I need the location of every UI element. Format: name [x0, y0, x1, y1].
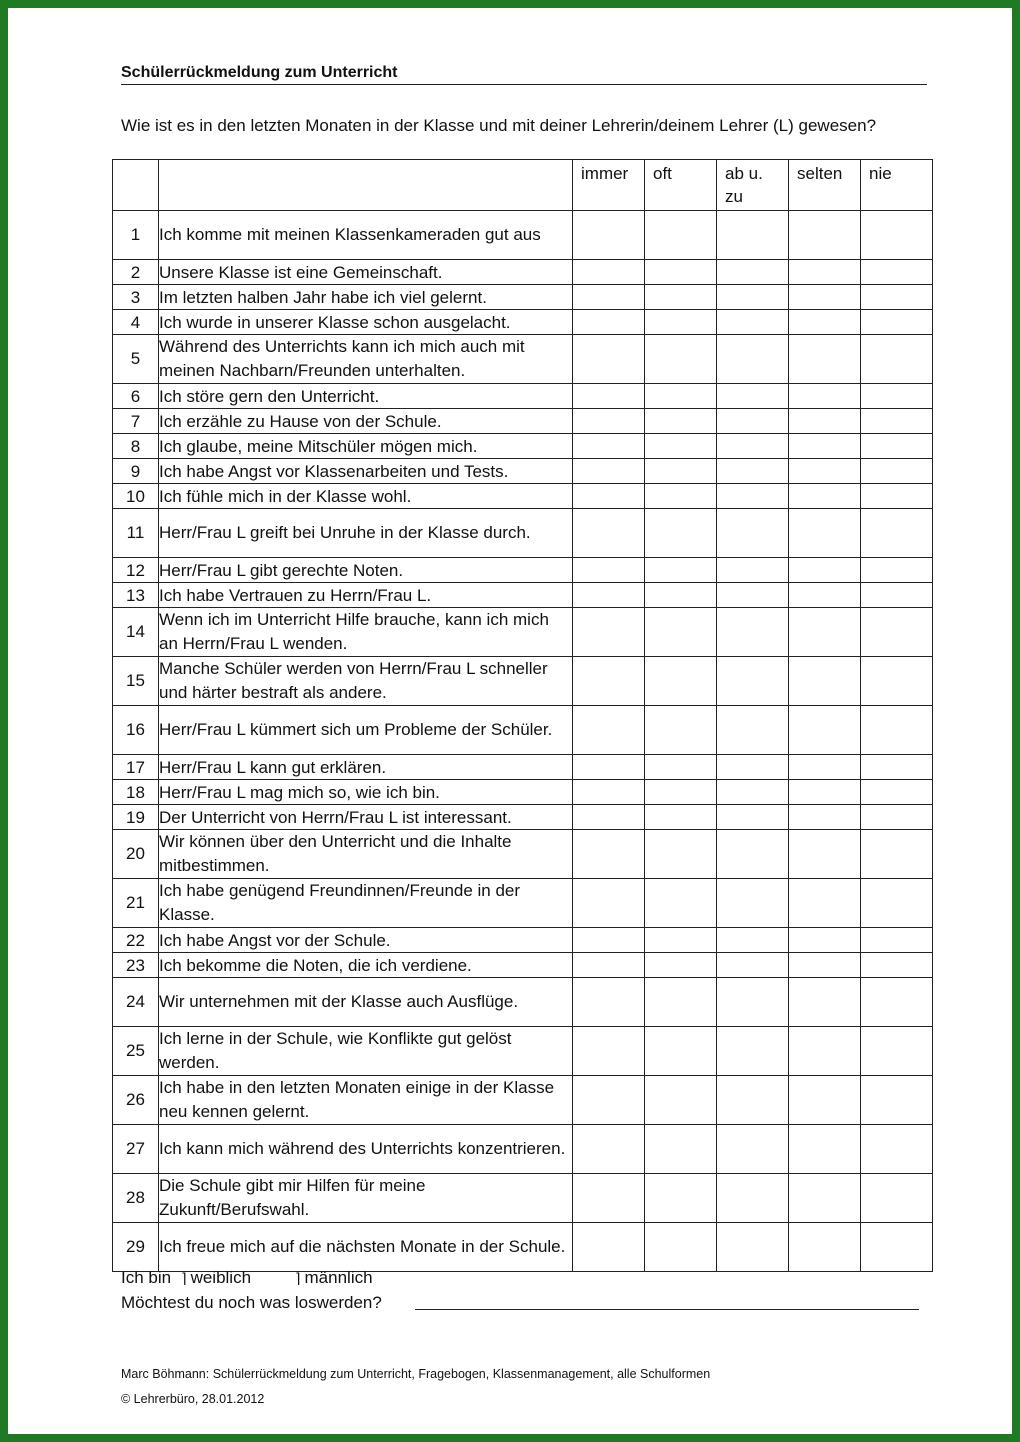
table-row: [113, 509, 933, 558]
table-row: [113, 1125, 933, 1174]
answer-cell-immer[interactable]: [573, 1174, 645, 1223]
row-number: 18: [113, 780, 159, 805]
row-number: 26: [113, 1076, 159, 1125]
table-row: [113, 434, 933, 459]
table-row: [113, 384, 933, 409]
row-statement: Im letzten halben Jahr habe ich viel gelernt.: [159, 285, 573, 310]
answer-cell-oft[interactable]: [645, 879, 717, 928]
row-statement: Ich habe Angst vor Klassenarbeiten und Tests.: [159, 459, 573, 484]
answer-cell-ab-u-zu[interactable]: [717, 608, 789, 657]
row-statement: Herr/Frau L mag mich so, wie ich bin.: [159, 780, 573, 805]
answer-cell-oft[interactable]: [645, 558, 717, 583]
answer-cell-oft[interactable]: [645, 583, 717, 608]
answer-cell-nie[interactable]: [861, 755, 933, 780]
answer-cell-oft[interactable]: [645, 706, 717, 755]
answer-cell-nie[interactable]: [861, 285, 933, 310]
answer-cell-selten[interactable]: [789, 805, 861, 830]
row-statement: Wenn ich im Unterricht Hilfe brauche, kann ich mich an Herrn/Frau L wenden.: [159, 608, 573, 657]
answer-cell-immer[interactable]: [573, 1076, 645, 1125]
answer-cell-oft[interactable]: [645, 755, 717, 780]
answer-cell-selten[interactable]: [789, 484, 861, 509]
table-row: [113, 211, 933, 260]
table-row: [113, 335, 933, 384]
answer-cell-oft[interactable]: [645, 978, 717, 1027]
answer-cell-selten[interactable]: [789, 1076, 861, 1125]
answer-cell-ab-u-zu[interactable]: [717, 509, 789, 558]
answer-cell-nie[interactable]: [861, 780, 933, 805]
answer-cell-oft[interactable]: [645, 1174, 717, 1223]
answer-cell-immer[interactable]: [573, 608, 645, 657]
answer-cell-ab-u-zu[interactable]: [717, 459, 789, 484]
answer-cell-selten[interactable]: [789, 310, 861, 335]
answer-cell-selten[interactable]: [789, 1027, 861, 1076]
answer-cell-ab-u-zu[interactable]: [717, 335, 789, 384]
answer-cell-ab-u-zu[interactable]: [717, 978, 789, 1027]
answer-cell-oft[interactable]: [645, 434, 717, 459]
table-row: [113, 583, 933, 608]
row-statement: Ich kann mich während des Unterrichts konzentrieren.: [159, 1125, 573, 1174]
answer-cell-ab-u-zu[interactable]: [717, 657, 789, 706]
answer-cell-ab-u-zu[interactable]: [717, 384, 789, 409]
answer-cell-ab-u-zu[interactable]: [717, 1223, 789, 1272]
row-statement: Herr/Frau L gibt gerechte Noten.: [159, 558, 573, 583]
row-statement: Ich bekomme die Noten, die ich verdiene.: [159, 953, 573, 978]
answer-cell-nie[interactable]: [861, 509, 933, 558]
answer-cell-immer[interactable]: [573, 805, 645, 830]
answer-cell-immer[interactable]: [573, 928, 645, 953]
answer-cell-nie[interactable]: [861, 657, 933, 706]
answer-cell-selten[interactable]: [789, 608, 861, 657]
answer-cell-selten[interactable]: [789, 879, 861, 928]
table-row: [113, 1076, 933, 1125]
answer-cell-oft[interactable]: [645, 260, 717, 285]
answer-cell-immer[interactable]: [573, 484, 645, 509]
row-statement: Ich habe in den letzten Monaten einige in der Klasse neu kennen gelernt.: [159, 1076, 573, 1125]
answer-cell-selten[interactable]: [789, 509, 861, 558]
answer-cell-nie[interactable]: [861, 1174, 933, 1223]
table-row: [113, 409, 933, 434]
footer-copyright: © Lehrerbüro, 28.01.2012: [121, 1392, 265, 1406]
answer-cell-immer[interactable]: [573, 285, 645, 310]
answer-cell-immer[interactable]: [573, 384, 645, 409]
row-number: 23: [113, 953, 159, 978]
answer-cell-ab-u-zu[interactable]: [717, 953, 789, 978]
row-number: 12: [113, 558, 159, 583]
row-statement: Ich lerne in der Schule, wie Konflikte gut gelöst werden.: [159, 1027, 573, 1076]
row-statement: Die Schule gibt mir Hilfen für meine Zukunft/Berufswahl.: [159, 1174, 573, 1223]
answer-cell-immer[interactable]: [573, 1223, 645, 1272]
answer-cell-nie[interactable]: [861, 459, 933, 484]
answer-cell-selten[interactable]: [789, 1223, 861, 1272]
row-number: 16: [113, 706, 159, 755]
row-statement: Ich störe gern den Unterricht.: [159, 384, 573, 409]
table-row: [113, 657, 933, 706]
row-statement: Ich habe Vertrauen zu Herrn/Frau L.: [159, 583, 573, 608]
answer-cell-nie[interactable]: [861, 706, 933, 755]
answer-cell-nie[interactable]: [861, 1125, 933, 1174]
row-statement: Ich wurde in unserer Klasse schon ausgelacht.: [159, 310, 573, 335]
answer-cell-ab-u-zu[interactable]: [717, 830, 789, 879]
row-statement: Ich habe genügend Freundinnen/Freunde in der Klasse.: [159, 879, 573, 928]
header-row: [113, 160, 933, 211]
answer-cell-oft[interactable]: [645, 1027, 717, 1076]
answer-cell-oft[interactable]: [645, 657, 717, 706]
answer-cell-oft[interactable]: [645, 211, 717, 260]
answer-cell-selten[interactable]: [789, 928, 861, 953]
answer-cell-ab-u-zu[interactable]: [717, 879, 789, 928]
row-statement: Herr/Frau L greift bei Unruhe in der Klasse durch.: [159, 509, 573, 558]
answer-cell-oft[interactable]: [645, 384, 717, 409]
answer-cell-oft[interactable]: [645, 805, 717, 830]
gender-prefix: Ich bin: [121, 1268, 172, 1287]
answer-cell-selten[interactable]: [789, 706, 861, 755]
answer-cell-nie[interactable]: [861, 260, 933, 285]
answer-cell-nie[interactable]: [861, 879, 933, 928]
answer-cell-immer[interactable]: [573, 706, 645, 755]
answer-cell-nie[interactable]: [861, 211, 933, 260]
answer-cell-ab-u-zu[interactable]: [717, 1076, 789, 1125]
row-statement: Herr/Frau L kann gut erklären.: [159, 755, 573, 780]
header-oft: oft: [645, 160, 717, 211]
answer-cell-immer[interactable]: [573, 879, 645, 928]
answer-cell-immer[interactable]: [573, 830, 645, 879]
answer-cell-selten[interactable]: [789, 755, 861, 780]
answer-cell-selten[interactable]: [789, 434, 861, 459]
answer-cell-immer[interactable]: [573, 657, 645, 706]
answer-cell-nie[interactable]: [861, 335, 933, 384]
row-number: 2: [113, 260, 159, 285]
row-number: 27: [113, 1125, 159, 1174]
answer-cell-ab-u-zu[interactable]: [717, 285, 789, 310]
answer-cell-selten[interactable]: [789, 953, 861, 978]
answer-cell-selten[interactable]: [789, 780, 861, 805]
answer-cell-immer[interactable]: [573, 459, 645, 484]
gender-male-label: männlich: [304, 1268, 373, 1287]
remark-question: Möchtest du noch was loswerden?: [121, 1293, 382, 1312]
answer-cell-nie[interactable]: [861, 953, 933, 978]
answer-cell-immer[interactable]: [573, 1027, 645, 1076]
answer-cell-nie[interactable]: [861, 434, 933, 459]
table-row: [113, 459, 933, 484]
table-row: [113, 706, 933, 755]
answer-cell-oft[interactable]: [645, 509, 717, 558]
answer-cell-immer[interactable]: [573, 310, 645, 335]
row-number: 24: [113, 978, 159, 1027]
answer-cell-immer[interactable]: [573, 211, 645, 260]
answer-cell-oft[interactable]: [645, 285, 717, 310]
answer-cell-oft[interactable]: [645, 459, 717, 484]
answer-cell-oft[interactable]: [645, 1076, 717, 1125]
answer-cell-selten[interactable]: [789, 409, 861, 434]
answer-cell-nie[interactable]: [861, 1027, 933, 1076]
answer-cell-selten[interactable]: [789, 1174, 861, 1223]
answer-cell-ab-u-zu[interactable]: [717, 434, 789, 459]
answer-cell-ab-u-zu[interactable]: [717, 260, 789, 285]
survey-body: [113, 211, 933, 1272]
table-row: [113, 879, 933, 928]
answer-cell-nie[interactable]: [861, 558, 933, 583]
table-row: [113, 755, 933, 780]
answer-cell-ab-u-zu[interactable]: [717, 1125, 789, 1174]
row-statement: Unsere Klasse ist eine Gemeinschaft.: [159, 260, 573, 285]
answer-cell-oft[interactable]: [645, 608, 717, 657]
answer-cell-nie[interactable]: [861, 310, 933, 335]
row-statement: Ich erzähle zu Hause von der Schule.: [159, 409, 573, 434]
row-number: 1: [113, 211, 159, 260]
answer-cell-immer[interactable]: [573, 1125, 645, 1174]
row-number: 15: [113, 657, 159, 706]
answer-cell-oft[interactable]: [645, 928, 717, 953]
row-number: 14: [113, 608, 159, 657]
questionnaire-page: [8, 8, 1012, 1434]
answer-cell-nie[interactable]: [861, 583, 933, 608]
answer-cell-selten[interactable]: [789, 558, 861, 583]
row-statement: Wir können über den Unterricht und die Inhalte mitbestimmen.: [159, 830, 573, 879]
answer-cell-oft[interactable]: [645, 780, 717, 805]
answer-cell-selten[interactable]: [789, 211, 861, 260]
answer-cell-nie[interactable]: [861, 384, 933, 409]
table-row: [113, 310, 933, 335]
row-number: 4: [113, 310, 159, 335]
row-number: 5: [113, 335, 159, 384]
row-number: 9: [113, 459, 159, 484]
row-number: 11: [113, 509, 159, 558]
answer-cell-ab-u-zu[interactable]: [717, 583, 789, 608]
row-statement: Wir unternehmen mit der Klasse auch Ausflüge.: [159, 978, 573, 1027]
table-row: [113, 1223, 933, 1272]
answer-cell-ab-u-zu[interactable]: [717, 805, 789, 830]
answer-cell-immer[interactable]: [573, 953, 645, 978]
answer-cell-oft[interactable]: [645, 409, 717, 434]
table-row: [113, 1027, 933, 1076]
header-nie: nie: [861, 160, 933, 211]
survey-table: [112, 159, 933, 1272]
answer-cell-immer[interactable]: [573, 755, 645, 780]
answer-cell-immer[interactable]: [573, 509, 645, 558]
checkbox-male-icon[interactable]: ⌉: [295, 1270, 301, 1286]
row-number: 8: [113, 434, 159, 459]
answer-cell-nie[interactable]: [861, 608, 933, 657]
answer-cell-immer[interactable]: [573, 978, 645, 1027]
answer-cell-selten[interactable]: [789, 285, 861, 310]
row-number: 6: [113, 384, 159, 409]
answer-cell-immer[interactable]: [573, 558, 645, 583]
table-row: [113, 928, 933, 953]
footer-citation: Marc Böhmann: Schülerrückmeldung zum Unterricht, Fragebogen, Klassenmanagement, alle Schulformen: [121, 1367, 711, 1381]
table-row: [113, 805, 933, 830]
answer-cell-immer[interactable]: [573, 780, 645, 805]
table-row: [113, 608, 933, 657]
table-row: [113, 830, 933, 879]
row-statement: Der Unterricht von Herrn/Frau L ist interessant.: [159, 805, 573, 830]
table-row: [113, 484, 933, 509]
row-statement: Ich habe Angst vor der Schule.: [159, 928, 573, 953]
row-statement: Ich freue mich auf die nächsten Monate in der Schule.: [159, 1223, 573, 1272]
remark-answer-line[interactable]: [415, 1309, 919, 1310]
answer-cell-ab-u-zu[interactable]: [717, 780, 789, 805]
answer-cell-selten[interactable]: [789, 583, 861, 608]
answer-cell-ab-u-zu[interactable]: [717, 558, 789, 583]
answer-cell-nie[interactable]: [861, 409, 933, 434]
row-statement: Manche Schüler werden von Herrn/Frau L schneller und härter bestraft als andere.: [159, 657, 573, 706]
row-number: 17: [113, 755, 159, 780]
answer-cell-nie[interactable]: [861, 484, 933, 509]
answer-cell-ab-u-zu[interactable]: [717, 310, 789, 335]
answer-cell-oft[interactable]: [645, 1125, 717, 1174]
table-row: [113, 780, 933, 805]
table-row: [113, 953, 933, 978]
row-number: 19: [113, 805, 159, 830]
table-row: [113, 1174, 933, 1223]
answer-cell-selten[interactable]: [789, 657, 861, 706]
table-row: [113, 285, 933, 310]
answer-cell-immer[interactable]: [573, 260, 645, 285]
row-statement: Während des Unterrichts kann ich mich auch mit meinen Nachbarn/Freunden unterhalten.: [159, 335, 573, 384]
answer-cell-oft[interactable]: [645, 830, 717, 879]
header-ab-u-zu: ab u. zu: [717, 160, 789, 211]
answer-cell-oft[interactable]: [645, 1223, 717, 1272]
row-number: 29: [113, 1223, 159, 1272]
answer-cell-ab-u-zu[interactable]: [717, 211, 789, 260]
answer-cell-selten[interactable]: [789, 384, 861, 409]
answer-cell-immer[interactable]: [573, 335, 645, 384]
answer-cell-ab-u-zu[interactable]: [717, 755, 789, 780]
answer-cell-selten[interactable]: [789, 830, 861, 879]
answer-cell-selten[interactable]: [789, 260, 861, 285]
row-statement: Ich glaube, meine Mitschüler mögen mich.: [159, 434, 573, 459]
answer-cell-selten[interactable]: [789, 335, 861, 384]
header-selten: selten: [789, 160, 861, 211]
answer-cell-selten[interactable]: [789, 459, 861, 484]
answer-cell-selten[interactable]: [789, 978, 861, 1027]
answer-cell-selten[interactable]: [789, 1125, 861, 1174]
header-immer: immer: [573, 160, 645, 211]
answer-cell-nie[interactable]: [861, 1076, 933, 1125]
answer-cell-nie[interactable]: [861, 830, 933, 879]
answer-cell-immer[interactable]: [573, 583, 645, 608]
answer-cell-oft[interactable]: [645, 953, 717, 978]
answer-cell-ab-u-zu[interactable]: [717, 1174, 789, 1223]
row-number: 7: [113, 409, 159, 434]
header-statement: [159, 160, 573, 211]
answer-cell-immer[interactable]: [573, 409, 645, 434]
gender-female-label: weiblich: [190, 1268, 252, 1287]
row-number: 25: [113, 1027, 159, 1076]
row-statement: Ich fühle mich in der Klasse wohl.: [159, 484, 573, 509]
answer-cell-ab-u-zu[interactable]: [717, 928, 789, 953]
answer-cell-immer[interactable]: [573, 434, 645, 459]
table-row: [113, 260, 933, 285]
row-number: 22: [113, 928, 159, 953]
answer-cell-ab-u-zu[interactable]: [717, 409, 789, 434]
row-number: 10: [113, 484, 159, 509]
answer-cell-nie[interactable]: [861, 1223, 933, 1272]
row-number: 28: [113, 1174, 159, 1223]
intro-question: Wie ist es in den letzten Monaten in der Klasse und mit deiner Lehrerin/deinem Lehrer (L) gewesen?: [121, 116, 877, 135]
answer-cell-nie[interactable]: [861, 928, 933, 953]
answer-cell-ab-u-zu[interactable]: [717, 484, 789, 509]
row-number: 13: [113, 583, 159, 608]
row-statement: Herr/Frau L kümmert sich um Probleme der Schüler.: [159, 706, 573, 755]
answer-cell-ab-u-zu[interactable]: [717, 706, 789, 755]
checkbox-female-icon[interactable]: ⌉: [181, 1270, 187, 1286]
header-num: [113, 160, 159, 211]
table-row: [113, 978, 933, 1027]
gender-line: [121, 1268, 373, 1288]
answer-cell-oft[interactable]: [645, 335, 717, 384]
row-statement: Ich komme mit meinen Klassenkameraden gut aus: [159, 211, 573, 260]
row-number: 20: [113, 830, 159, 879]
answer-cell-oft[interactable]: [645, 484, 717, 509]
page-title: Schülerrückmeldung zum Unterricht: [121, 64, 927, 85]
row-number: 3: [113, 285, 159, 310]
answer-cell-ab-u-zu[interactable]: [717, 1027, 789, 1076]
row-number: 21: [113, 879, 159, 928]
answer-cell-oft[interactable]: [645, 310, 717, 335]
table-row: [113, 558, 933, 583]
answer-cell-nie[interactable]: [861, 978, 933, 1027]
answer-cell-nie[interactable]: [861, 805, 933, 830]
